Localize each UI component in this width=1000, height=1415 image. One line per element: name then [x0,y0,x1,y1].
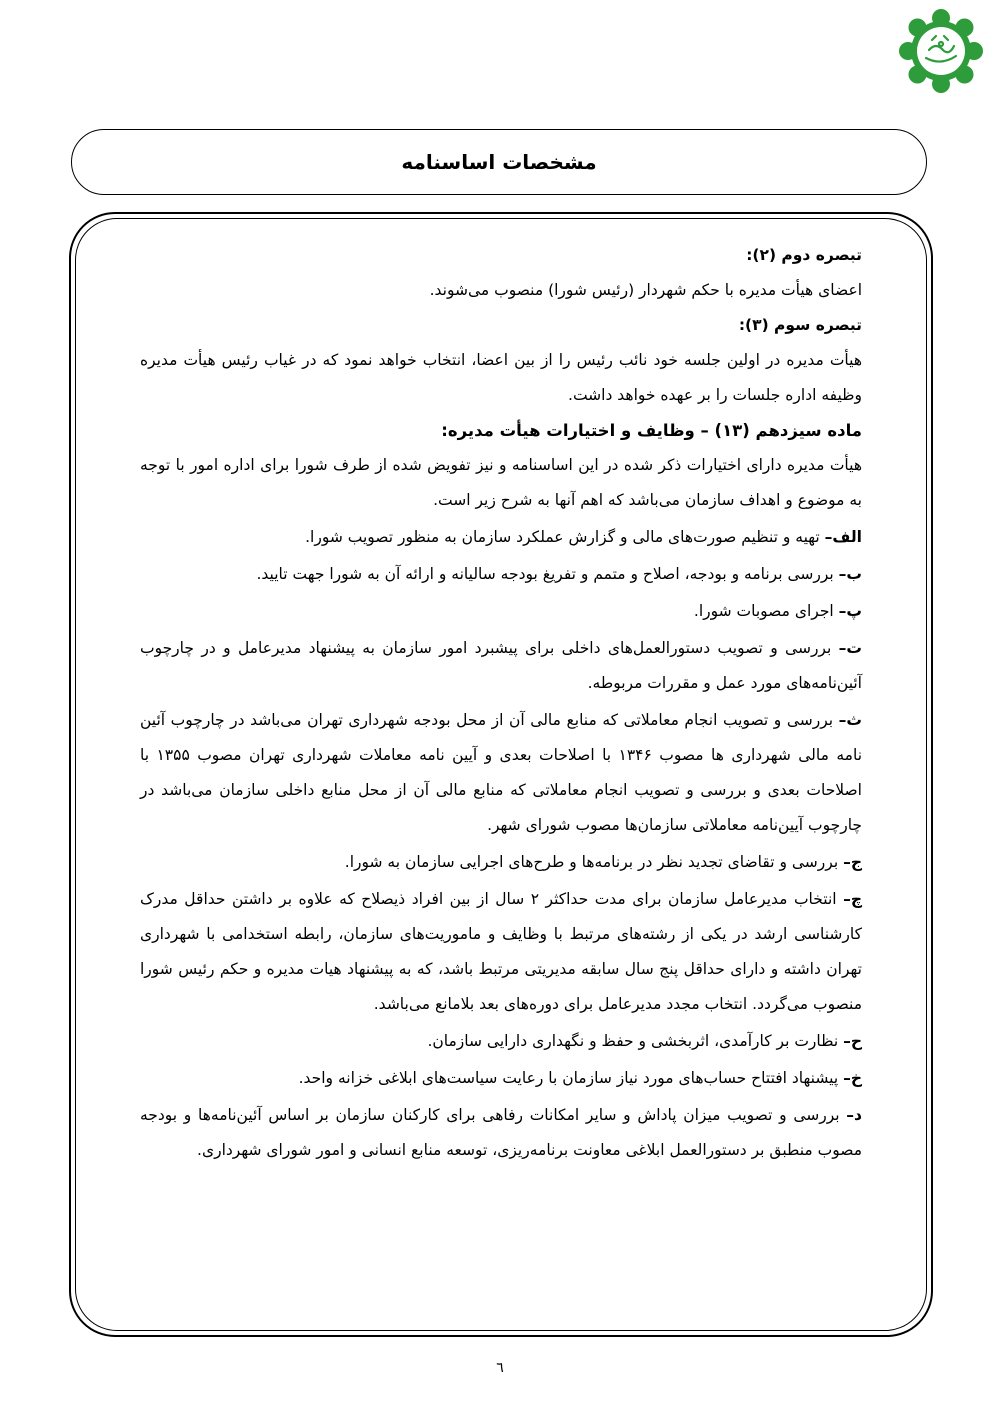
list-item-text: پیشنهاد افتتاح حساب‌های مورد نیاز سازمان با رعایت سیاست‌های ابلاغی خزانه واحد. [298,1069,844,1087]
list-item [140,703,862,843]
list-item-letter: الف– [824,528,862,546]
list-item-text: نظارت بر کارآمدی، اثربخشی و حفظ و نگهداری دارایی سازمان. [427,1032,844,1050]
list-item-text: اجرای مصوبات شورا. [693,602,839,620]
note-3-heading: تبصره سوم (۳): [738,316,862,334]
article-13-intro: هیأت مدیره دارای اختیارات ذکر شده در این اساسنامه و نیز تفویض شده از طرف شورا برای اداره امور با توجه به موضوع و اهداف سازمان می‌باشد که اهم آنها به شرح زیر است. [140,456,862,509]
list-item-text: بررسی و تصویب میزان پاداش و سایر امکانات رفاهی برای کارکنان سازمان بر اساس آئین‌نامه‌ها و بودجه مصوب منطبق بر دستورالعمل ابلاغی معاونت برنامه‌ریزی، توسعه منابع انسانی و امور شورای شهرداری. [140,1106,862,1159]
list-item [140,594,862,629]
list-item [140,557,862,592]
list-item [140,631,862,701]
list-item-text: بررسی و تصویب انجام معاملاتی که منابع مالی آن از محل بودجه شهرداری تهران می‌باشد در چارچوب آئین نامه مالی شهرداری ها مصوب ۱۳۴۶ با اصلاحات بعدی و آیین نامه معاملات شهرداری تهران مصوب ۱۳۵۵ با اصلاحات بعدی و بررسی و تصویب انجام معاملاتی که منابع مالی آن از محل منابع داخلی سازمان می‌باشد در چارچوب آیین‌نامه معاملاتی سازمان‌ها مصوب شورای شهر. [140,711,863,834]
list-item-text: بررسی برنامه و بودجه، اصلاح و متمم و تفریغ بودجه سالیانه و ارائه آن به شورا جهت تایید. [256,565,839,583]
list-item-letter: پ– [838,602,862,620]
header-box [71,129,927,195]
note-2-heading: تبصره دوم (۲): [746,246,862,264]
list-item-letter: ح– [843,1032,862,1050]
article-13-heading: ماده سیزدهم (۱۳) – وظایف و اختیارات هیأت مدیره: [441,421,862,440]
list-item [140,1024,862,1059]
list-item-letter: د– [846,1106,862,1124]
note-3-text: هیأت مدیره در اولین جلسه خود نائب رئیس را از بین اعضا، انتخاب خواهد نمود که در غیاب رئیس هیأت مدیره وظیفه اداره جلسات را بر عهده خواهد داشت. [140,351,862,404]
list-item-letter: ث– [838,711,862,729]
list-item-letter: ج– [843,853,862,871]
list-item-text: تهیه و تنظیم صورت‌های مالی و گزارش عملکرد سازمان به منظور تصویب شورا. [305,528,825,546]
list-item-text: انتخاب مدیرعامل سازمان برای مدت حداکثر ۲ سال از بین افراد ذیصلاح که علاوه بر داشتن حداقل مدرک کارشناسی ارشد در یکی از رشته‌های مرتبط با وظایف و ماموریت‌های سازمان، رابطه استخدامی با شهرداری تهران داشته و دارای حداقل پنج سال سابقه مدیریتی مرتبط باشد، که به پیشنهاد هیات مدیره و حکم رئیس شورا منصوب می‌گردد. انتخاب مجدد مدیرعامل برای دوره‌های بعد بلامانع می‌باشد. [140,890,862,1013]
list-item-text: بررسی و تقاضای تجدید نظر در برنامه‌ها و طرح‌های اجرایی سازمان به شورا. [344,853,844,871]
list-item [140,520,862,555]
page-number: ٦ [496,1360,504,1376]
list-item-letter: ت– [838,639,862,657]
list-item [140,1061,862,1096]
list-item [140,882,862,1022]
list-item-text: بررسی و تصویب دستورالعمل‌های داخلی برای پیشبرد امور سازمان به پیشنهاد مدیرعامل و در چارچوب آئین‌نامه‌های مورد عمل و مقررات مربوطه. [140,639,862,692]
page-title: مشخصات اساسنامه [401,150,597,174]
tehran-municipality-logo-icon [896,6,986,96]
list-item [140,1098,862,1168]
note-2-text: اعضای هیأت مدیره با حکم شهردار (رئیس شورا) منصوب می‌شوند. [429,281,862,299]
list-item-letter: ب– [838,565,862,583]
document-body [140,238,862,1168]
list-item [140,845,862,880]
list-item-letter: چ– [843,890,862,908]
list-item-letter: خ– [843,1069,862,1087]
